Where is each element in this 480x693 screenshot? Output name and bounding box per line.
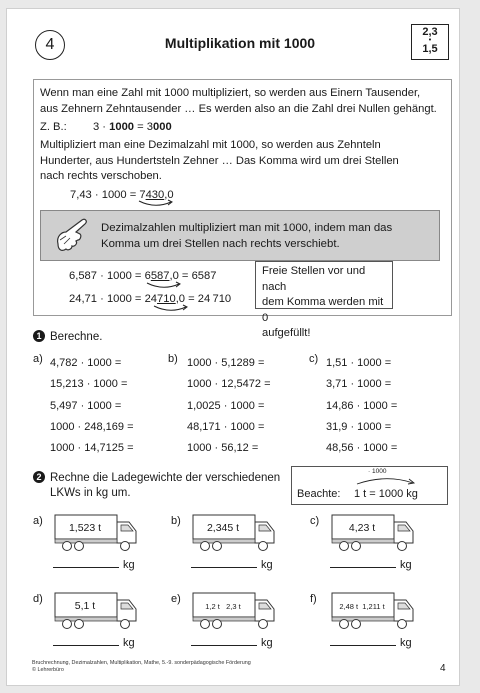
answer-row xyxy=(330,633,412,651)
exercise: 1000 · 248,169 = xyxy=(50,420,134,433)
expr-part-shift: 430 xyxy=(145,189,165,201)
answer-blank[interactable] xyxy=(191,635,257,646)
footer xyxy=(32,660,251,674)
comma-shift-arrow xyxy=(152,304,192,314)
footer-line: © Lehrerbüro xyxy=(32,667,64,673)
truck-load: 2,345 t xyxy=(206,522,240,534)
exercise: 1,0025 · 1000 = xyxy=(187,399,265,412)
truck-load: 5,1 t xyxy=(74,600,96,612)
comma-shift-arrow xyxy=(145,281,185,291)
level-dot: • xyxy=(428,37,432,44)
unit-label: kg xyxy=(261,637,273,649)
unit-label: kg xyxy=(400,637,412,649)
beachte-label: Beachte: xyxy=(297,488,341,500)
beachte-expression: 1 t = 1000 kg xyxy=(354,488,418,500)
intro-line: Wenn man eine Zahl mit 1000 multipliziert, so werden aus Einern Tausender, xyxy=(40,87,421,99)
unit-label: kg xyxy=(123,637,135,649)
unit-label: kg xyxy=(123,559,135,571)
example-2 xyxy=(69,269,216,285)
expr-part: 24,71 · 1000 = 24 xyxy=(69,293,158,305)
truck-label: d) xyxy=(33,593,43,605)
zb-part: = 3 xyxy=(134,121,153,133)
example-zb xyxy=(40,120,172,136)
intro-line: Multipliziert man eine Dezimalzahl mit 1000, so werden aus Zehnteln xyxy=(40,139,381,151)
expr-part: 6,587 · 1000 = 6 xyxy=(69,270,151,282)
truck-load: 2,48 t 1,211 t xyxy=(339,601,385,611)
truck-load: 1,523 t xyxy=(68,522,102,534)
answer-blank[interactable] xyxy=(53,635,119,646)
col-label-c: c) xyxy=(309,353,319,365)
truck-label: b) xyxy=(171,515,181,527)
answer-row xyxy=(191,555,273,573)
truck-load: 4,23 t xyxy=(348,522,376,534)
intro-line: nach rechts verschoben. xyxy=(40,170,162,182)
note-line: Freie Stellen vor und nach xyxy=(262,265,366,293)
intro-paragraph-1 xyxy=(40,86,437,117)
comma-shift-arrow xyxy=(137,199,177,209)
answer-row xyxy=(191,633,273,651)
task2-heading-text: Rechne die Ladegewichte der verschiedenen xyxy=(50,472,281,484)
level-bottom: 1,5 xyxy=(422,43,438,55)
answer-blank[interactable] xyxy=(191,557,257,568)
expr-part: 7,43 · 1000 = 7 xyxy=(70,189,146,201)
zb-label: Z. B.: xyxy=(40,121,67,133)
intro-paragraph-2 xyxy=(40,138,399,185)
task2-heading-text: LKWs in kg um. xyxy=(50,487,131,499)
col-label-a: a) xyxy=(33,353,43,365)
pointing-hand-icon xyxy=(52,214,94,256)
task1-column-c xyxy=(326,353,397,459)
unit-label: kg xyxy=(261,559,273,571)
unit-label: kg xyxy=(400,559,412,571)
exercise: 4,782 · 1000 = xyxy=(50,357,122,369)
note-box xyxy=(255,261,393,339)
footer-line: Bruchrechnung, Dezimalzahlen, Multiplikation, Mathe, 5.-9. sonderpädagogische Förderung xyxy=(32,660,251,666)
task-number-1: 1 xyxy=(33,330,45,342)
expr-part-shift: 710 xyxy=(157,293,176,305)
truck-load: 1,2 t 2,3 t xyxy=(205,601,241,611)
rule-text xyxy=(101,220,392,252)
answer-row xyxy=(53,633,135,651)
expr-part: ,0 xyxy=(164,189,174,201)
col-label-b: b) xyxy=(168,353,178,365)
level-top: 2,3 xyxy=(422,26,438,38)
rule-line: Dezimalzahlen multipliziert man mit 1000, indem man das xyxy=(101,222,393,234)
answer-blank[interactable] xyxy=(330,557,396,568)
task1-heading-text: Berechne. xyxy=(50,331,103,343)
answer-row xyxy=(53,555,135,573)
exercise: 1000 · 5,1289 = xyxy=(187,357,265,369)
answer-blank[interactable] xyxy=(330,635,396,646)
truck-label: a) xyxy=(33,515,43,527)
beachte-arrow xyxy=(353,474,419,486)
zb-part-bold: 000 xyxy=(153,121,172,133)
rule-line: Komma um drei Stellen nach rechts verschiebt. xyxy=(101,238,340,250)
answer-row xyxy=(330,555,412,573)
exercise: 48,56 · 1000 = xyxy=(326,442,398,455)
task1-column-b xyxy=(187,353,271,459)
truck-label: e) xyxy=(171,593,181,605)
level-box xyxy=(411,24,449,60)
note-line: aufgefüllt! xyxy=(262,327,311,339)
truck-label: f) xyxy=(310,593,317,605)
exercise: 1,51 · 1000 = xyxy=(326,357,392,369)
exercise: 48,171 · 1000 = xyxy=(187,420,265,433)
exercise: 1000 · 14,7125 = xyxy=(50,442,134,455)
exercise: 5,497 · 1000 = xyxy=(50,399,122,412)
page-title: Multiplikation mit 1000 xyxy=(164,35,316,51)
expr-part: ,0 = 6587 xyxy=(169,270,217,282)
task1-column-a xyxy=(50,353,134,459)
zb-part: 3 · xyxy=(92,121,110,133)
note-line: dem Komma werden mit 0 xyxy=(262,296,384,324)
intro-line: aus Zehnern Zehntausender … Es werden also an die Zahl drei Nullen gehängt. xyxy=(40,102,437,115)
page-number: 4 xyxy=(440,663,446,674)
exercise: 14,86 · 1000 = xyxy=(326,399,398,412)
expr-part-shift: 587 xyxy=(150,270,170,282)
example-3 xyxy=(69,292,231,308)
exercise: 3,71 · 1000 = xyxy=(326,378,392,391)
beachte-factor: · 1000 xyxy=(368,468,387,475)
zb-part-bold: 1000 xyxy=(109,121,135,133)
exercise: 15,213 · 1000 = xyxy=(50,378,128,391)
task2-heading xyxy=(33,471,280,501)
worksheet-number-badge: 4 xyxy=(35,30,65,60)
intro-line: Hunderter, aus Hundertsteln Zehner … Das Komma wird um drei Stellen xyxy=(40,154,399,167)
exercise: 1000 · 12,5472 = xyxy=(187,378,271,391)
task1-heading xyxy=(33,330,102,343)
exercise: 31,9 · 1000 = xyxy=(326,420,392,433)
task-number-2: 2 xyxy=(33,471,45,483)
exercise: 1000 · 56,12 = xyxy=(187,442,259,455)
truck-label: c) xyxy=(310,515,320,527)
answer-blank[interactable] xyxy=(53,557,119,568)
expr-part: ,0 = 24 710 xyxy=(175,293,232,305)
